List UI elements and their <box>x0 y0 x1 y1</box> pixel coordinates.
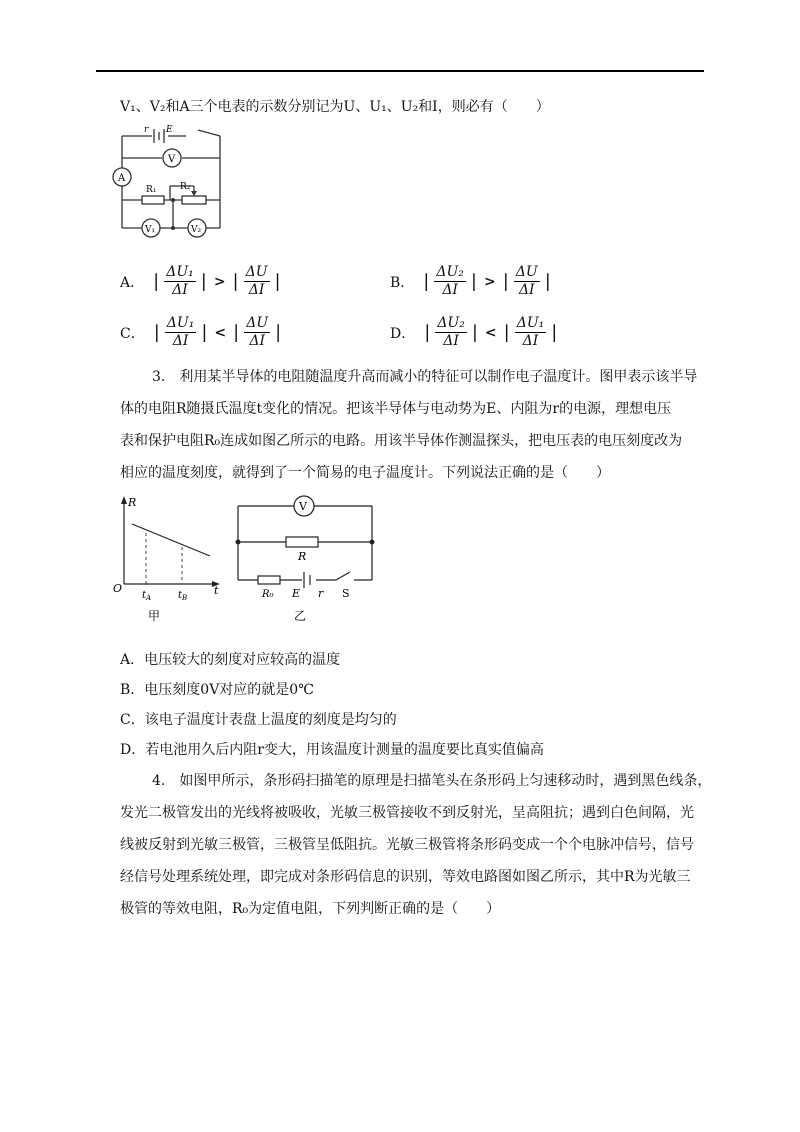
abs-bar: | <box>232 271 239 292</box>
abs-bar: | <box>424 322 431 343</box>
abs-bar: | <box>544 271 551 292</box>
q2-option-c[interactable] <box>120 315 284 350</box>
graph-caption-jia: 甲 <box>148 609 161 623</box>
q4-stem-line-4: 经信号处理系统处理，即完成对条形码信息的识别，等效电路图如图乙所示，其中R为光敏三 <box>120 869 691 885</box>
comparison-sign: < <box>214 324 227 341</box>
comparison-sign: < <box>484 324 497 341</box>
abs-bar: | <box>233 322 240 343</box>
circuit-label-S: S <box>342 587 350 600</box>
fraction: $\frac{\Delta U}{\Delta I}$ <box>515 264 538 298</box>
q4-stem-line-3: 线被反射到光敏三极管，三极管呈低阻抗。光敏三极管将条形码变成一个个电脉冲信号，信号 <box>120 837 694 853</box>
q3-stem-line-4: 相应的温度刻度，就得到了一个简易的电子温度计。下列说法正确的是（ ） <box>120 465 610 481</box>
abs-bar: | <box>274 271 281 292</box>
abs-bar: | <box>423 271 430 292</box>
abs-bar: | <box>153 322 160 343</box>
q3-option-c[interactable]: C．该电子温度计表盘上温度的刻度是均匀的 <box>120 712 397 728</box>
fraction: $\frac{\text{ΔU₂}}{\Delta I}$ <box>436 264 464 298</box>
fraction: $\frac{\Delta U}{\Delta I}$ <box>246 315 269 349</box>
q2-label-V: V <box>168 154 176 165</box>
fraction: $\frac{\text{ΔU₂}}{\Delta I}$ <box>437 315 465 349</box>
fraction: $\frac{\text{ΔU₁}}{\Delta I}$ <box>516 315 545 349</box>
q2-option-b[interactable] <box>390 264 554 299</box>
circuit-meter-V: V <box>299 500 307 513</box>
option-label: A． <box>120 274 145 291</box>
graph-tick-tA: $t_A$ <box>142 590 152 602</box>
circuit-caption-yi: 乙 <box>294 609 307 623</box>
circuit-label-R0: R₀ <box>262 589 274 600</box>
abs-bar: | <box>471 322 478 343</box>
fraction: $\frac{\text{ΔU₁}}{\Delta I}$ <box>166 264 194 298</box>
q2-label-E: E <box>166 125 173 135</box>
abs-bar: | <box>502 271 509 292</box>
q3-option-b[interactable]: B．电压刻度0V对应的就是0℃ <box>120 682 314 698</box>
q2-label-r: r <box>144 125 149 135</box>
fraction: $\frac{\Delta U}{\Delta I}$ <box>245 264 268 298</box>
q2-label-A: A <box>118 173 126 184</box>
circuit-label-r: r <box>318 587 324 600</box>
q3-option-a[interactable]: A．电压较大的刻度对应较高的温度 <box>120 652 341 668</box>
graph-axis-R: R <box>128 496 137 509</box>
q2-circuit-diagram <box>108 122 228 240</box>
circuit-label-R: R <box>298 550 307 563</box>
circuit-label-E: E <box>292 587 301 600</box>
abs-bar: | <box>503 322 510 343</box>
q2-label-V2: V₂ <box>191 225 202 235</box>
fraction: $\frac{\text{ΔU₁}}{\Delta I}$ <box>166 315 195 349</box>
graph-axis-t: t <box>214 584 219 597</box>
q4-stem-line-5: 极管的等效电阻，R₀为定值电阻，下列判断正确的是（ ） <box>120 901 501 917</box>
abs-bar: | <box>551 322 558 343</box>
q3-graph-jia <box>110 494 226 626</box>
q3-stem-line-3: 表和保护电阻R₀连成如图乙所示的电路。用该半导体作测温探头，把电压表的电压刻度改为 <box>120 433 683 449</box>
graph-origin-O: O <box>113 582 123 595</box>
abs-bar: | <box>153 271 160 292</box>
q3-circuit-yi <box>232 494 378 626</box>
q2-label-R1: R₁ <box>146 185 157 195</box>
q2-option-d[interactable] <box>390 315 560 350</box>
abs-bar: | <box>200 271 207 292</box>
q4-stem-line-2: 发光二极管发出的光线将被吸收，光敏三极管接收不到反射光，呈高阻抗；遇到白色间隔，光 <box>120 805 694 821</box>
q2-option-a[interactable] <box>120 264 284 299</box>
graph-tick-tB: $t_B$ <box>178 590 188 602</box>
q2-label-V1: V₁ <box>145 225 156 235</box>
abs-bar: | <box>275 322 282 343</box>
comparison-sign: > <box>483 273 496 290</box>
abs-bar: | <box>470 271 477 292</box>
header-rule <box>96 70 704 72</box>
option-label: C． <box>120 325 145 342</box>
q2-label-R2: R₂ <box>180 182 191 192</box>
q4-stem-line-1: 4. 如图甲所示，条形码扫描笔的原理是扫描笔头在条形码上匀速移动时，遇到黑色线条， <box>152 773 712 789</box>
q3-stem-line-2: 体的电阻R随摄氏温度t变化的情况。把该半导体与电动势为E、内阻为r的电源，理想电压 <box>120 401 672 417</box>
option-label: B． <box>390 274 415 291</box>
q3-option-d[interactable]: D．若电池用久后内阻r变大，用该温度计测量的温度要比真实值偏高 <box>120 742 544 758</box>
q3-stem-line-1: 3. 利用某半导体的电阻随温度升高而减小的特征可以制作电子温度计。图甲表示该半导 <box>152 369 698 385</box>
q2-stem-tail: V₁、V₂和A三个电表的示数分别记为U、U₁、U₂和I，则必有（ ） <box>120 99 550 115</box>
comparison-sign: > <box>213 273 226 290</box>
option-label: D． <box>390 325 416 342</box>
abs-bar: | <box>201 322 208 343</box>
